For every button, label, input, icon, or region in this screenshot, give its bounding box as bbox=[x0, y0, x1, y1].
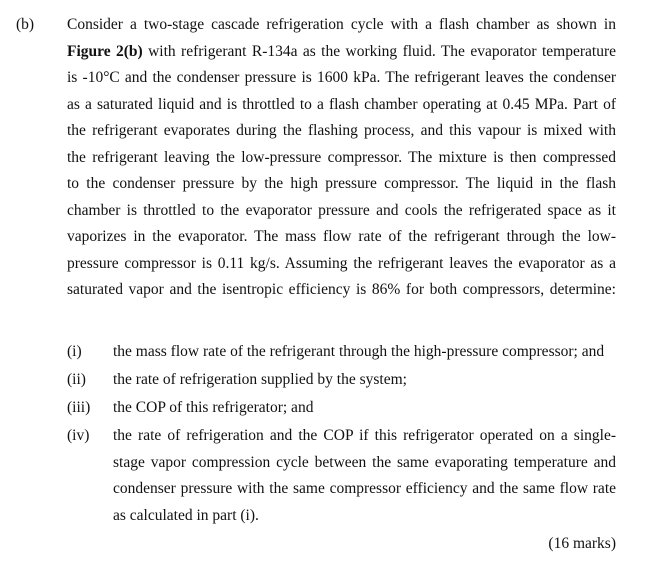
question-line bbox=[67, 42, 616, 69]
sub-question-text bbox=[113, 342, 616, 369]
question-line: the refrigerant leaving the low-pressure compressor. The mixture is then compressed bbox=[67, 148, 616, 166]
sub-question-text bbox=[113, 370, 616, 397]
question-line: pressure compressor is 0.11 kg/s. Assuming the refrigerant leaves the evaporator as a bbox=[67, 254, 616, 272]
sub-question-number: (iv) bbox=[67, 427, 90, 444]
sub-question-ii bbox=[67, 370, 616, 397]
part-label: (b) bbox=[16, 16, 35, 33]
question-line: to the condenser pressure by the high pressure compressor. The liquid in the flash bbox=[67, 175, 616, 192]
sub-question-line: the COP of this refrigerator; and bbox=[113, 399, 314, 416]
sub-question-list bbox=[67, 342, 616, 534]
question-line: the refrigerant evaporates during the flashing process, and this vapour is mixed with bbox=[67, 122, 616, 139]
sub-question-line: the rate of refrigeration supplied by the system; bbox=[113, 371, 407, 388]
sub-question-line: the rate of refrigeration and the COP if this refrigerator operated on a single- bbox=[113, 427, 616, 444]
question-line: is -10°C and the condenser pressure is 1600 kPa. The refrigerant leaves the condenser bbox=[67, 69, 616, 86]
sub-question-number: (iii) bbox=[67, 399, 91, 416]
sub-question-number: (i) bbox=[67, 343, 82, 360]
sub-question-line: condenser pressure with the same compressor efficiency and the same flow rate bbox=[113, 480, 616, 497]
sub-question-iv bbox=[67, 426, 616, 532]
question-line-text: with refrigerant R-134a as the working fluid. The evaporator temperature bbox=[142, 42, 616, 60]
question-line: Consider a two-stage cascade refrigeration cycle with a flash chamber as shown in bbox=[67, 16, 616, 33]
sub-question-line: stage vapor compression cycle between the same evaporating temperature and bbox=[113, 453, 616, 471]
sub-question-i bbox=[67, 342, 616, 369]
sub-question-iii bbox=[67, 398, 616, 425]
marks-label: (16 marks) bbox=[548, 535, 616, 552]
sub-question-line: the mass flow rate of the refrigerant through the high-pressure compressor; and bbox=[113, 343, 605, 360]
question-body bbox=[67, 15, 616, 307]
figure-reference: Figure 2(b) bbox=[67, 42, 143, 60]
question-line: vaporizes in the evaporator. The mass flow rate of the refrigerant through the low- bbox=[67, 228, 616, 245]
sub-question-number: (ii) bbox=[67, 371, 86, 388]
sub-question-line: as calculated in part (i). bbox=[113, 506, 259, 524]
question-line: chamber is throttled to the evaporator pressure and cools the refrigerated space as it bbox=[67, 201, 616, 219]
sub-question-text bbox=[113, 426, 616, 532]
sub-question-text bbox=[113, 398, 616, 425]
question-line: as a saturated liquid and is throttled to a flash chamber operating at 0.45 MPa. Part of bbox=[67, 95, 616, 113]
question-line: saturated vapor and the isentropic efficiency is 86% for both compressors, determine: bbox=[67, 281, 616, 298]
